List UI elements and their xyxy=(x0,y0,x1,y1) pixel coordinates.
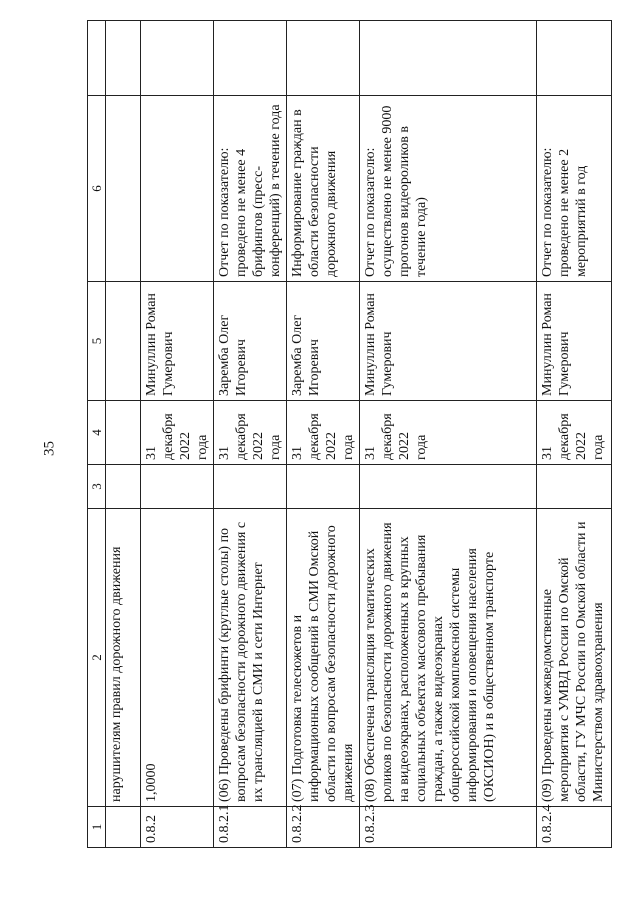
rotated-table-container xyxy=(87,28,606,848)
deadline: 31 декабря 2022 года xyxy=(360,401,537,465)
report-indicator xyxy=(106,96,141,282)
report-indicator: Отчет по показателю: проведено не менее 2 мероприятий в год xyxy=(537,96,612,282)
event-description: нарушителям правил дорожного движения xyxy=(106,509,141,807)
row-number: 0.8.2.1 xyxy=(214,807,287,848)
cell-col3 xyxy=(214,465,287,509)
cell-col7 xyxy=(141,21,214,96)
responsible-person: Заремба Олег Игоревич xyxy=(214,282,287,401)
table-row xyxy=(360,21,537,848)
report-indicator: Информирование граждан в области безопасности дорожного движения xyxy=(287,96,360,282)
responsible-person: Минуллин Роман Гумерович xyxy=(360,282,537,401)
event-description: (09) Проведены межведомственные мероприятия с УМВД России по Омской области, ГУ МЧС России по Омской области и Министерством здравоохранения xyxy=(537,509,612,807)
cell-col3 xyxy=(360,465,537,509)
event-description: 1,0000 xyxy=(141,509,214,807)
event-description: (08) Обеспечена трансляция тематических роликов по безопасности дорожного движения на видеоэкранах, расположенных в крупных социальных объектах массового пребывания граждан, а также видеоэкранах общероссийской комплексной системы информирования и оповещения населения (ОКСИОН) и в общественном транспорте xyxy=(360,509,537,807)
cell-col7 xyxy=(214,21,287,96)
row-number: 0.8.2 xyxy=(141,807,214,848)
header-cell-7 xyxy=(88,21,106,96)
row-number: 0.8.2.4 xyxy=(537,807,612,848)
cell-col3 xyxy=(141,465,214,509)
header-cell-3: 3 xyxy=(88,465,106,509)
table-row xyxy=(106,21,141,848)
header-cell-4: 4 xyxy=(88,401,106,465)
plan-table xyxy=(87,20,612,848)
row-number: 0.8.2.3 xyxy=(360,807,537,848)
event-description: (07) Подготовка телесюжетов и информационных сообщений в СМИ Омской области по вопросам безопасности дорожного движения xyxy=(287,509,360,807)
cell-col3 xyxy=(106,465,141,509)
deadline: 31 декабря 2022 года xyxy=(214,401,287,465)
table-row xyxy=(214,21,287,848)
header-cell-2: 2 xyxy=(88,509,106,807)
row-number xyxy=(106,807,141,848)
responsible-person: Минуллин Роман Гумерович xyxy=(537,282,612,401)
report-indicator xyxy=(141,96,214,282)
table-row xyxy=(287,21,360,848)
deadline: 31 декабря 2022 года xyxy=(141,401,214,465)
deadline: 31 декабря 2022 года xyxy=(287,401,360,465)
cell-col7 xyxy=(360,21,537,96)
responsible-person: Заремба Олег Игоревич xyxy=(287,282,360,401)
cell-col3 xyxy=(287,465,360,509)
table-row xyxy=(537,21,612,848)
cell-col3 xyxy=(537,465,612,509)
responsible-person: Минуллин Роман Гумерович xyxy=(141,282,214,401)
header-cell-6: 6 xyxy=(88,96,106,282)
header-cell-5: 5 xyxy=(88,282,106,401)
row-number: 0.8.2.2 xyxy=(287,807,360,848)
responsible-person xyxy=(106,282,141,401)
cell-col7 xyxy=(537,21,612,96)
report-indicator: Отчет по показателю: проведено не менее 4 брифингов (пресс-конференций) в течение года xyxy=(214,96,287,282)
cell-col7 xyxy=(106,21,141,96)
header-row xyxy=(88,21,106,848)
deadline: 31 декабря 2022 года xyxy=(537,401,612,465)
header-cell-1: 1 xyxy=(88,807,106,848)
report-indicator: Отчет по показателю: осуществлено не менее 9000 прогонов видеороликов в течение года) xyxy=(360,96,537,282)
cell-col7 xyxy=(287,21,360,96)
deadline xyxy=(106,401,141,465)
page-number: 35 xyxy=(41,441,58,456)
event-description: (06) Проведены брифинги (круглые столы) по вопросам безопасности дорожного движения с их трансляцией в СМИ и сети Интернет xyxy=(214,509,287,807)
table-row xyxy=(141,21,214,848)
